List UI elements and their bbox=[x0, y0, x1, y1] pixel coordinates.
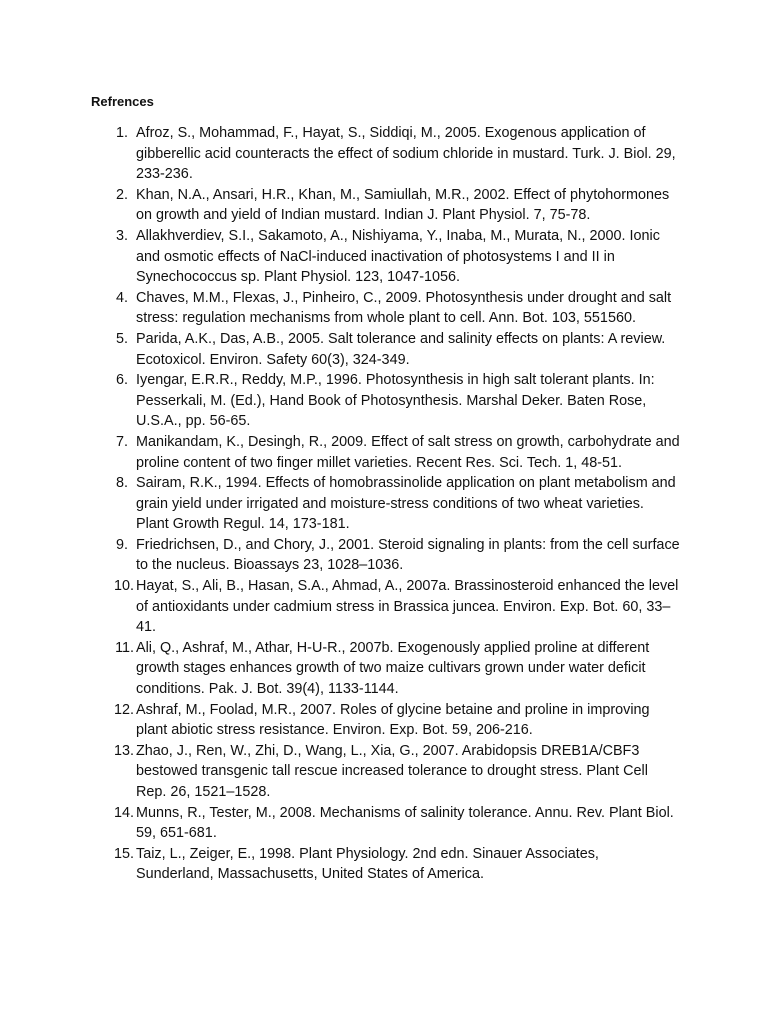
reference-number: 4. bbox=[115, 289, 128, 306]
reference-item bbox=[108, 288, 680, 329]
reference-number: 3. bbox=[115, 227, 128, 244]
reference-item bbox=[108, 123, 680, 185]
reference-text: Allakhverdiev, S.I., Sakamoto, A., Nishiyama, Y., Inaba, M., Murata, N., 2000. Ionic and osmotic effects of NaCl-induced inactivation of photosystems I and II in Synechococcus sp. Plant Physiol. 123, 1047-1056. bbox=[136, 227, 660, 286]
reference-text: Friedrichsen, D., and Chory, J., 2001. Steroid signaling in plants: from the cell surface to the nucleus. Bioassays 23, 1028–1036. bbox=[136, 536, 680, 574]
reference-item bbox=[108, 638, 680, 700]
reference-number: 1. bbox=[115, 125, 128, 141]
reference-text: Hayat, S., Ali, B., Hasan, S.A., Ahmad, A., 2007a. Brassinosteroid enhanced the level of antioxidants under cadmium stress in Brassica juncea. Environ. Exp. Bot. 60, 33–41. bbox=[136, 578, 679, 636]
reference-item bbox=[108, 370, 680, 432]
reference-item bbox=[108, 576, 680, 638]
reference-number: 7. bbox=[115, 433, 128, 450]
references-list bbox=[108, 123, 680, 885]
reference-text: Ashraf, M., Foolad, M.R., 2007. Roles of glycine betaine and proline in improving plant abiotic stress resistance. Environ. Exp. Bot. 59, 206-216. bbox=[136, 701, 650, 739]
reference-number: 13. bbox=[113, 742, 134, 759]
reference-item bbox=[108, 432, 680, 473]
reference-text: Zhao, J., Ren, W., Zhi, D., Wang, L., Xia, G., 2007. Arabidopsis DREB1A/CBF3 bestowed transgenic tall rescue increased tolerance to drought stress. Plant Cell Rep. 26, 1521–1528. bbox=[136, 742, 648, 800]
reference-text: Chaves, M.M., Flexas, J., Pinheiro, C., 2009. Photosynthesis under drought and salt stress: regulation mechanisms from whole plant to cell. Ann. Bot. 103, 551560. bbox=[136, 289, 672, 327]
reference-number: 5. bbox=[115, 330, 128, 347]
reference-number: 15. bbox=[113, 845, 134, 862]
reference-text: Parida, A.K., Das, A.B., 2005. Salt tolerance and salinity effects on plants: A review. Ecotoxicol. Environ. Safety 60(3), 324-349. bbox=[136, 330, 666, 368]
reference-text: Ali, Q., Ashraf, M., Athar, H-U-R., 2007b. Exogenously applied proline at different growth stages enhances growth of two maize cultivars grown under water deficit conditions. Pak. J. Bot. 39(4), 1133-1144. bbox=[136, 639, 650, 698]
reference-item bbox=[108, 700, 680, 741]
reference-item bbox=[108, 535, 680, 576]
reference-number: 9. bbox=[115, 536, 128, 553]
reference-number: 2. bbox=[115, 186, 128, 203]
reference-text: Iyengar, E.R.R., Reddy, M.P., 1996. Photosynthesis in high salt tolerant plants. In: Pesserkali, M. (Ed.), Hand Book of Photosynthesis. Marshal Deker. Baten Rose, U.S.A., pp. 56-65. bbox=[136, 372, 655, 430]
reference-number: 12. bbox=[113, 701, 134, 718]
reference-text: Afroz, S., Mohammad, F., Hayat, S., Siddiqi, M., 2005. Exogenous application of gibberellic acid counteracts the effect of sodium chloride in mustard. Turk. J. Biol. 29, 233-236. bbox=[136, 125, 676, 183]
reference-text: Taiz, L., Zeiger, E., 1998. Plant Physiology. 2nd edn. Sinauer Associates, Sunderland, Massachusetts, United States of America. bbox=[136, 845, 599, 883]
reference-item bbox=[108, 473, 680, 535]
reference-item bbox=[108, 329, 680, 370]
reference-text: Sairam, R.K., 1994. Effects of homobrassinolide application on plant metabolism and grain yield under irrigated and moisture-stress conditions of two wheat varieties. Plant Growth Regul. 14, 173-181. bbox=[136, 475, 676, 533]
reference-number: 8. bbox=[115, 475, 128, 492]
reference-item bbox=[108, 844, 680, 885]
reference-item bbox=[108, 185, 680, 226]
references-heading: Refrences bbox=[91, 94, 154, 109]
reference-item bbox=[108, 803, 680, 844]
reference-text: Munns, R., Tester, M., 2008. Mechanisms of salinity tolerance. Annu. Rev. Plant Biol. 59, 651-681. bbox=[136, 804, 674, 842]
reference-text: Khan, N.A., Ansari, H.R., Khan, M., Samiullah, M.R., 2002. Effect of phytohormones on growth and yield of Indian mustard. Indian J. Plant Physiol. 7, 75-78. bbox=[136, 186, 670, 224]
reference-item bbox=[108, 226, 680, 288]
reference-number: 14. bbox=[113, 804, 134, 821]
reference-number: 6. bbox=[115, 372, 128, 389]
reference-number: 10. bbox=[113, 578, 134, 595]
reference-text: Manikandam, K., Desingh, R., 2009. Effect of salt stress on growth, carbohydrate and proline content of two finger millet varieties. Recent Res. Sci. Tech. 1, 48-51. bbox=[136, 433, 680, 471]
reference-number: 11. bbox=[115, 639, 134, 656]
reference-item bbox=[108, 741, 680, 803]
